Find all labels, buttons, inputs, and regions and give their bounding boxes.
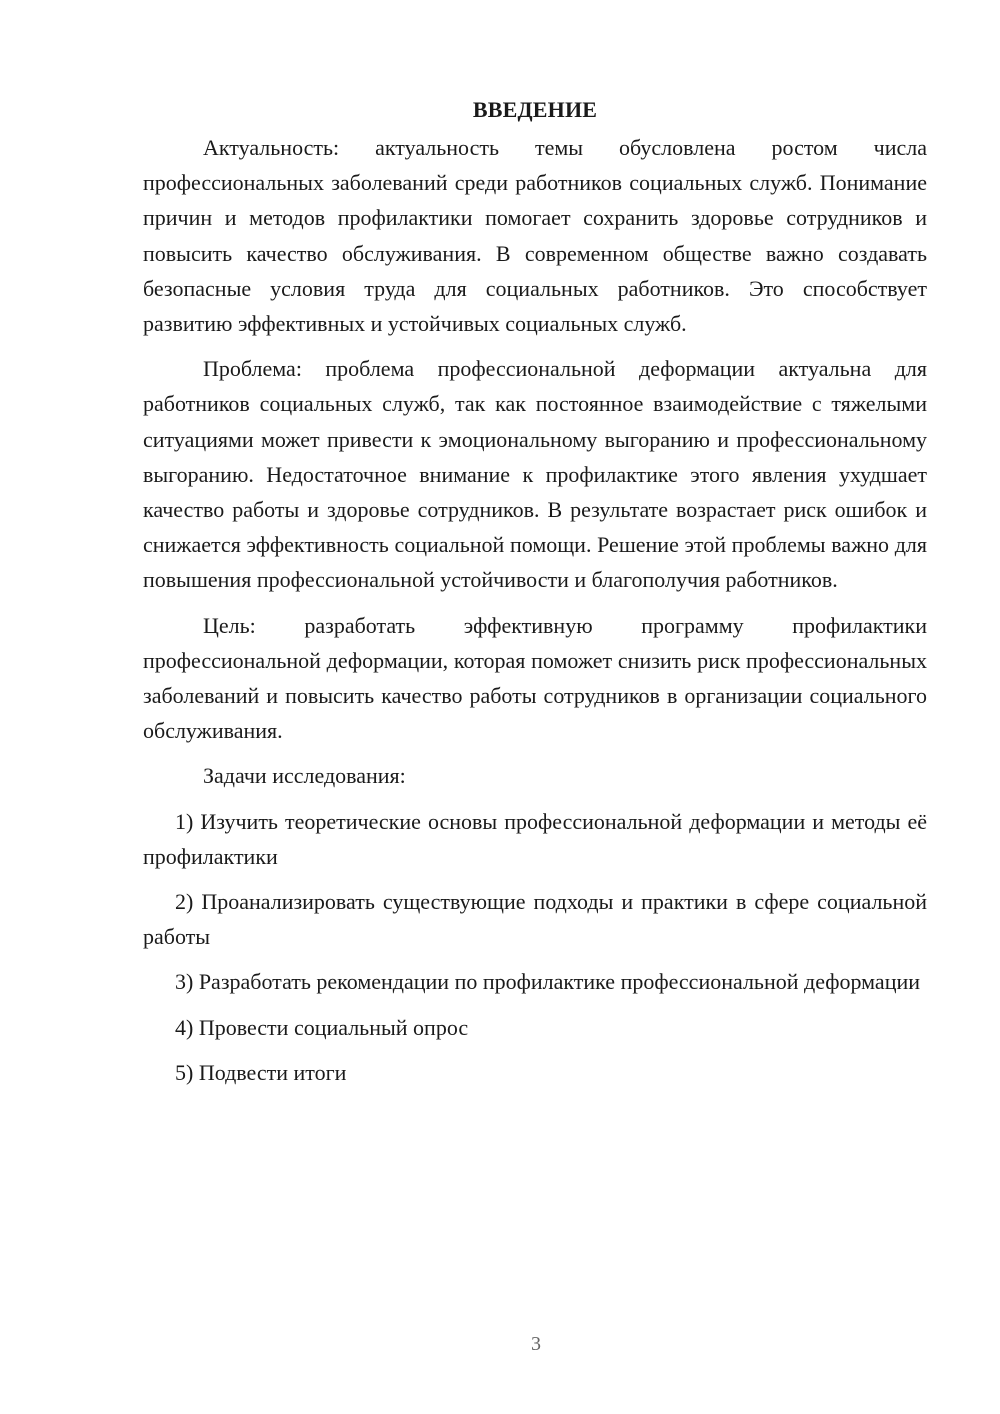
page-content xyxy=(143,92,927,1100)
paragraph-goal: Цель: разработать эффективную программу профилактики профессиональной деформации, которая поможет снизить риск профессиональных заболеваний и повысить качество работы сотрудников в организации социального обслуживания. xyxy=(143,612,927,744)
section-heading: ВВЕДЕНИЕ xyxy=(472,97,598,122)
task-item-5: 5) Подвести итоги xyxy=(175,1059,347,1085)
task-item-1: 1) Изучить теоретические основы профессиональной деформации и методы её профилактики xyxy=(143,808,927,869)
task-item-4: 4) Провести социальный опрос xyxy=(175,1014,469,1040)
paragraph-relevance: Актуальность: актуальность темы обусловлена ростом числа профессиональных заболеваний среди работников социальных служб. Понимание причин и методов профилактики помогает сохранить здоровье сотрудников и повысить качество обслуживания. В современном обществе важно создавать безопасные условия труда для социальных работников. Это способствует развитию эффективных и устойчивых социальных служб. xyxy=(143,135,927,337)
paragraph-problem: Проблема: проблема профессиональной деформации актуальна для работников социальных служб, так как постоянное взаимодействие с тяжелыми ситуациями может привести к эмоциональному выгоранию и профессиональному выгоранию. Недостаточное внимание к профилактике этого явления ухудшает качество работы и здоровье сотрудников. В результате возрастает риск ошибок и снижается эффективность социальной помощи. Решение этой проблемы важно для повышения профессиональной устойчивости и благополучия работников. xyxy=(143,356,927,593)
task-item-3: 3) Разработать рекомендации по профилактике профессиональной деформации xyxy=(175,969,921,995)
page-number: 3 xyxy=(531,1333,541,1355)
task-item-2: 2) Проанализировать существующие подходы и практики в сфере социальной работы xyxy=(143,889,927,950)
tasks-title: Задачи исследования: xyxy=(203,763,406,789)
